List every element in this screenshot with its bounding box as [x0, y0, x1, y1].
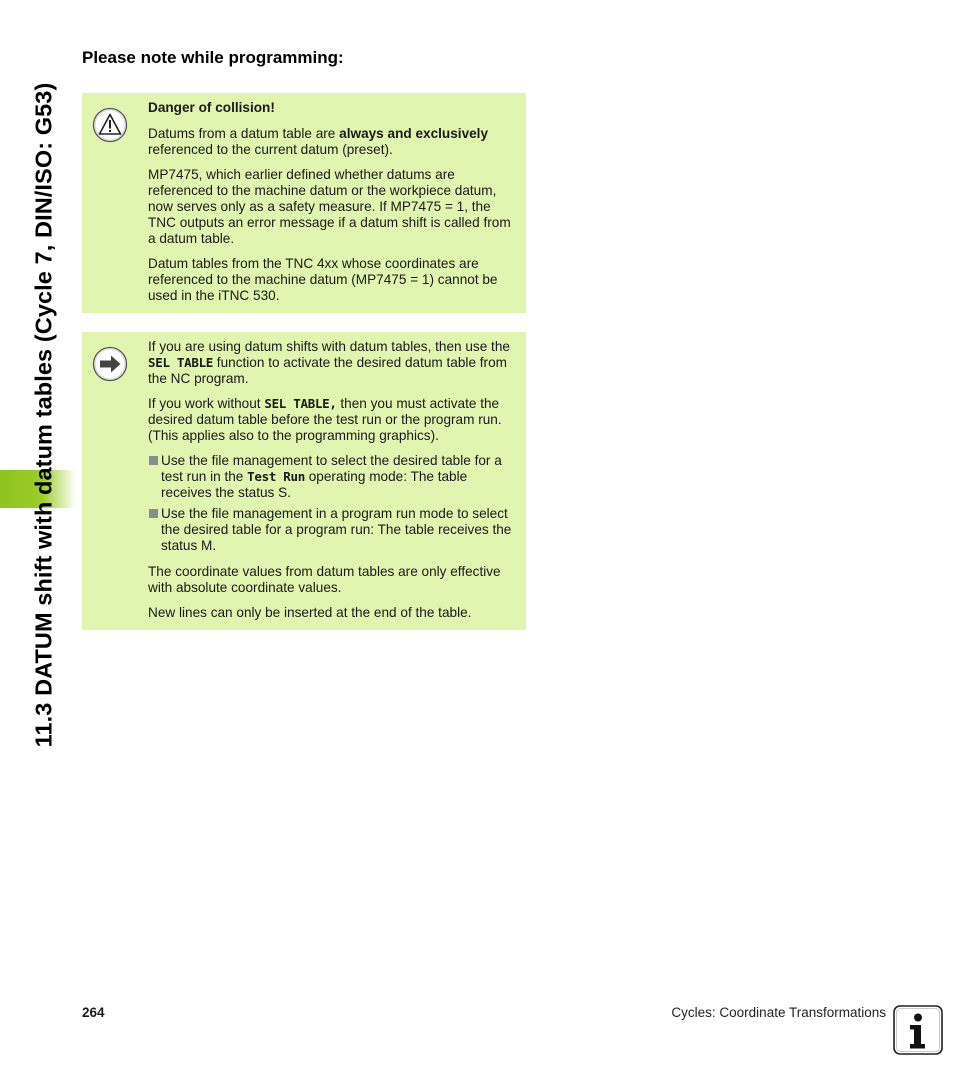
bullet-square-icon: [149, 456, 158, 465]
code-sel-table-2: SEL TABLE,: [264, 396, 337, 411]
programming-notes-box: [82, 332, 526, 630]
warning-paragraph-1: Datums from a datum table are always and exclusively referenced to the current datum (preset).: [148, 126, 489, 157]
chapter-side-title: 11.3 DATUM shift with datum tables (Cycle 7, DIN/ISO: G53): [30, 82, 57, 748]
warning-paragraph-3: Datum tables from the TNC 4xx whose coordinates are referenced to the machine datum (MP7475 = 1) cannot be used in the iTNC 530.: [148, 256, 498, 303]
notes-paragraph-3: The coordinate values from datum tables are only effective with absolute coordinate values.: [148, 564, 501, 595]
list-item: Use the file management to select the desired table for a test run in the Test Run operating mode: The table receives the status S.: [148, 453, 516, 501]
notes-content: [148, 339, 516, 630]
info-icon: [893, 1005, 943, 1055]
code-sel-table: SEL TABLE: [148, 355, 214, 370]
page-number: 264: [82, 1005, 105, 1020]
warning-paragraph-2: MP7475, which earlier defined whether datums are referenced to the machine datum or the workpiece datum, now serves only as a safety measure. If MP7475 = 1, the TNC outputs an error message if a datum shift is called from a datum table.: [148, 167, 511, 246]
warning-triangle-icon: [92, 107, 128, 143]
collision-warning-box: [82, 93, 526, 313]
warning-content: [148, 100, 516, 313]
notes-paragraph-1: If you are using datum shifts with datum tables, then use the SEL TABLE function to activate the desired datum table from the NC program.: [148, 339, 510, 386]
notes-paragraph-4: New lines can only be inserted at the end of the table.: [148, 605, 472, 620]
code-test-run: Test Run: [247, 469, 305, 484]
footer-chapter-title: Cycles: Coordinate Transformations: [671, 1005, 886, 1020]
arrow-right-icon: [92, 346, 128, 382]
list-item: Use the file management in a program run mode to select the desired table for a program run: The table receives the status M.: [148, 506, 516, 554]
bullet-square-icon: [149, 509, 158, 518]
section-heading: Please note while programming:: [82, 48, 344, 67]
warning-title: Danger of collision!: [148, 100, 275, 115]
notes-paragraph-2: If you work without SEL TABLE, then you must activate the desired datum table before the test run or the program run. (This applies also to the programming graphics).: [148, 396, 502, 443]
